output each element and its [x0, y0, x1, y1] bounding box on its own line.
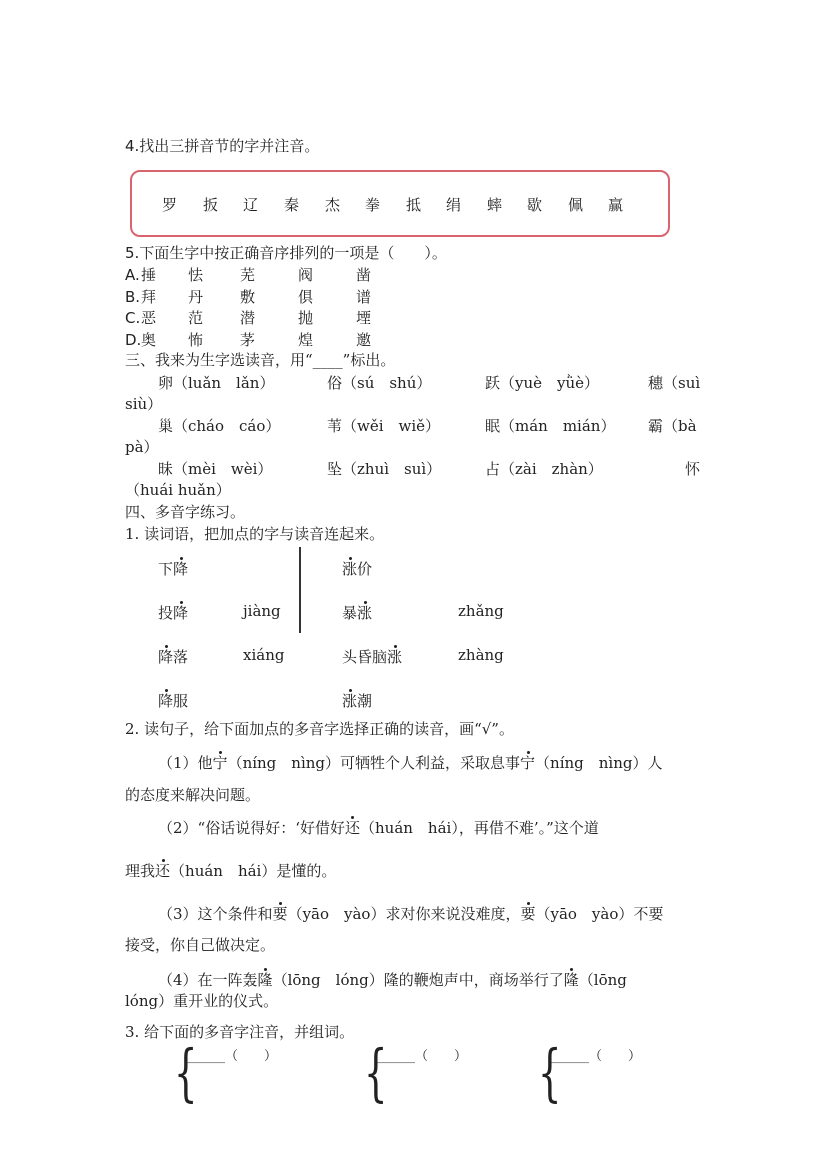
char: 潮 — [357, 692, 373, 710]
word-left — [158, 602, 188, 623]
char: 秦 — [284, 196, 300, 214]
char: 价 — [357, 560, 373, 578]
sentence-4: （4）在一阵轰隆（lōng lóng）隆的鞭炮声中，商场举行了隆（lōng — [158, 971, 627, 989]
char: 暴 — [342, 604, 358, 622]
option-char: 范 — [188, 309, 204, 327]
sentence-1-cont: 的态度来解决问题。 — [125, 786, 261, 804]
char: 头昏脑 — [342, 648, 388, 666]
q4-title: 4.找出三拼音节的字并注音。 — [125, 137, 320, 155]
char: 扳 — [203, 196, 219, 214]
pinyin-choice: 穗（suì — [648, 374, 701, 392]
left-brace-icon: { — [537, 1036, 562, 1109]
pinyin-option[interactable]: zhàng — [458, 646, 504, 664]
pinyin-option[interactable]: xiáng — [243, 646, 285, 664]
pinyin-choice: 卵（luǎn lǎn） — [158, 374, 275, 392]
pinyin-choice: 霸（bà — [648, 417, 697, 435]
option-char: 怖 — [188, 330, 204, 349]
char: 落 — [173, 648, 189, 666]
char: 绢 — [446, 196, 462, 214]
option-char: 拜 — [141, 287, 157, 306]
word-left — [158, 646, 188, 667]
char: 拳 — [365, 196, 381, 214]
option-label: D. — [125, 330, 142, 349]
pinyin-choice-wrap: pà） — [125, 438, 159, 456]
dotted-char: 降 — [158, 692, 174, 710]
pinyin-choice: 俗（sú shú） — [327, 374, 432, 392]
char: 赢 — [608, 196, 624, 214]
pinyin-choice: 巢（cháo cáo） — [158, 417, 281, 435]
sentence-4-cont: lóng）重开业的仪式。 — [125, 992, 279, 1010]
pinyin-choice-wrap: （huái huǎn） — [125, 481, 231, 499]
option-char: 捶 — [141, 266, 157, 284]
option-char: 谱 — [356, 287, 372, 306]
dotted-char: 涨 — [342, 560, 358, 578]
option-char: 阀 — [298, 266, 314, 284]
s3-title: 三、我来为生字选读音，用“____”标出。 — [125, 351, 396, 369]
pinyin-choice: 眠（mán mián） — [485, 417, 616, 435]
p2-title: 2. 读句子，给下面加点的多音字选择正确的读音，画“√”。 — [125, 720, 514, 738]
option-char: 潜 — [240, 309, 256, 327]
pinyin-choice: 占（zài zhàn） — [485, 460, 603, 478]
char: 投 — [158, 604, 174, 622]
option-char: 芜 — [240, 266, 256, 284]
char: 蟀 — [487, 196, 503, 214]
answer-blank[interactable]: ______（ ） — [376, 1049, 468, 1064]
q4-char-box — [130, 170, 670, 237]
char: 辽 — [243, 196, 259, 214]
char: 服 — [173, 692, 189, 710]
word-right — [342, 558, 372, 579]
option-char: 敷 — [240, 287, 256, 306]
sentence-2-cont: 理我还（huán hái）是懂的。 — [125, 862, 337, 880]
dotted-char: 涨 — [342, 692, 358, 710]
pinyin-choice-wrap: siù） — [125, 395, 163, 413]
dotted-char: 降 — [173, 604, 189, 622]
dotted-char: 降 — [158, 648, 174, 666]
word-right — [342, 690, 372, 711]
pinyin-choice: 怀 — [685, 460, 701, 478]
sentence-3: （3）这个条件和要（yāo yào）求对你来说没难度，要（yāo yào）不要 — [158, 905, 664, 923]
option-char: 奥 — [141, 330, 157, 349]
word-left — [158, 690, 188, 711]
char: 佩 — [568, 196, 584, 214]
q5-title: 5.下面生字中按正确音序排列的一项是（ ）。 — [125, 244, 447, 262]
option-char: 邀 — [356, 330, 372, 349]
answer-blank[interactable]: ______（ ） — [550, 1049, 642, 1064]
sentence-1: （1）他宁（níng nìng）可牺牲个人利益，采取息事宁（níng nìng）人 — [158, 754, 663, 772]
word-right — [342, 646, 402, 667]
pinyin-choice: 坠（zhuì suì） — [327, 460, 442, 478]
char: 罗 — [162, 196, 178, 214]
sentence-2: （2）“俗话说得好：‘好借好还（huán hái），再借不难’。”这个道 — [158, 819, 599, 837]
pinyin-choice: 昧（mèi wèi） — [158, 460, 273, 478]
option-char: 抛 — [298, 309, 314, 327]
option-char: 堙 — [356, 309, 372, 327]
p3-title: 3. 给下面的多音字注音，并组词。 — [125, 1023, 355, 1041]
s4-title: 四、多音字练习。 — [125, 503, 246, 521]
option-char: 凿 — [356, 266, 372, 284]
option-label: C. — [125, 309, 141, 327]
divider-line — [299, 547, 301, 633]
pinyin-choice: 跃（yuè yǜè） — [485, 374, 600, 392]
word-left — [158, 558, 188, 579]
dotted-char: 涨 — [357, 604, 373, 622]
answer-blank[interactable]: ______（ ） — [186, 1049, 278, 1064]
char: 下 — [158, 560, 174, 578]
p1-title: 1. 读词语，把加点的字与读音连起来。 — [125, 525, 385, 543]
word-right — [342, 602, 372, 623]
option-char: 丹 — [188, 287, 204, 306]
char: 杰 — [325, 196, 341, 214]
left-brace-icon: { — [363, 1036, 388, 1109]
option-char: 恶 — [141, 309, 157, 327]
pinyin-choice: 苇（wěi wiě） — [327, 417, 441, 435]
dotted-char: 降 — [173, 560, 189, 578]
option-char: 煌 — [298, 330, 314, 349]
sentence-3-cont: 接受，你自己做决定。 — [125, 936, 276, 954]
dotted-char: 涨 — [387, 648, 403, 666]
pinyin-option[interactable]: jiàng — [243, 602, 281, 620]
pinyin-option[interactable]: zhǎng — [458, 602, 504, 620]
option-char: 茅 — [240, 330, 256, 349]
option-label: A. — [125, 266, 140, 284]
option-char: 俱 — [298, 287, 314, 306]
left-brace-icon: { — [173, 1036, 198, 1109]
option-label: B. — [125, 287, 141, 306]
char: 抵 — [406, 196, 422, 214]
char: 歇 — [527, 196, 543, 214]
option-char: 怯 — [188, 266, 204, 284]
